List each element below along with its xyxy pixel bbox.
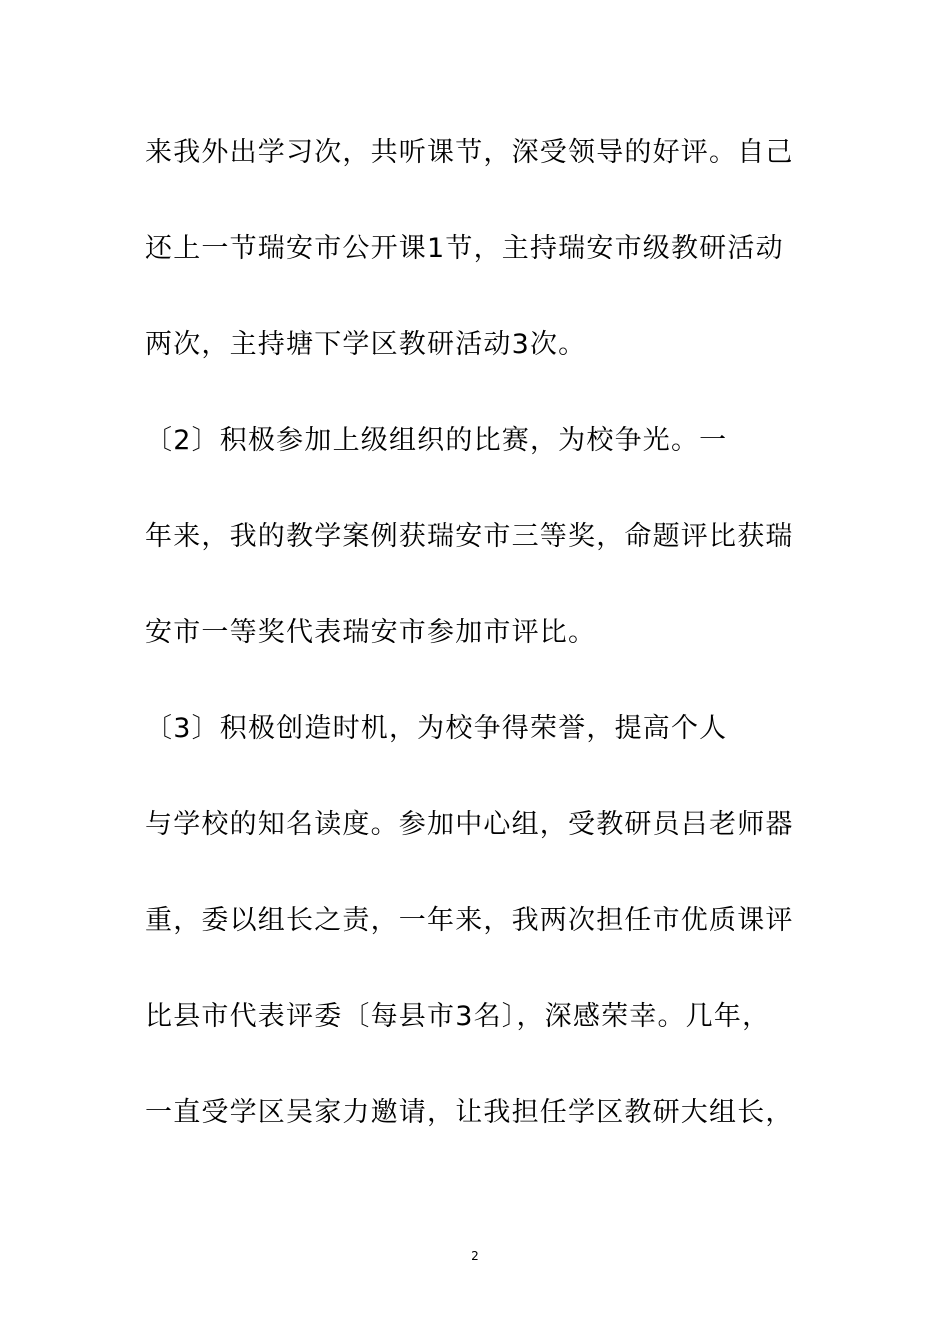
text-line-1: 来我外出学习次，共听课节，深受领导的好评。自己 [145,137,794,168]
text-line-9: 重，委以组长之责，一年来，我两次担任市优质课评 [145,905,794,936]
text-line-8: 与学校的知名读度。参加中心组，受教研员吕老师器 [145,809,794,840]
text-line-11: 一直受学区吴家力邀请，让我担任学区教研大组长， [145,1097,794,1128]
text-line-5: 年来，我的教学案例获瑞安市三等奖，命题评比获瑞 [145,521,794,552]
text-line-3: 两次，主持塘下学区教研活动3次。 [145,329,587,360]
text-line-10: 比县市代表评委〔每县市3名〕，深感荣幸。几年， [145,1001,771,1032]
text-line-7: 〔3〕积极创造时机，为校争得荣誉，提高个人 [145,713,728,744]
text-line-6: 安市一等奖代表瑞安市参加市评比。 [145,617,597,648]
text-line-2: 还上一节瑞安市公开课1节，主持瑞安市级教研活动 [145,233,784,264]
text-line-4: 〔2〕积极参加上级组织的比赛，为校争光。一 [145,425,728,456]
page-number: 2 [471,1249,479,1263]
